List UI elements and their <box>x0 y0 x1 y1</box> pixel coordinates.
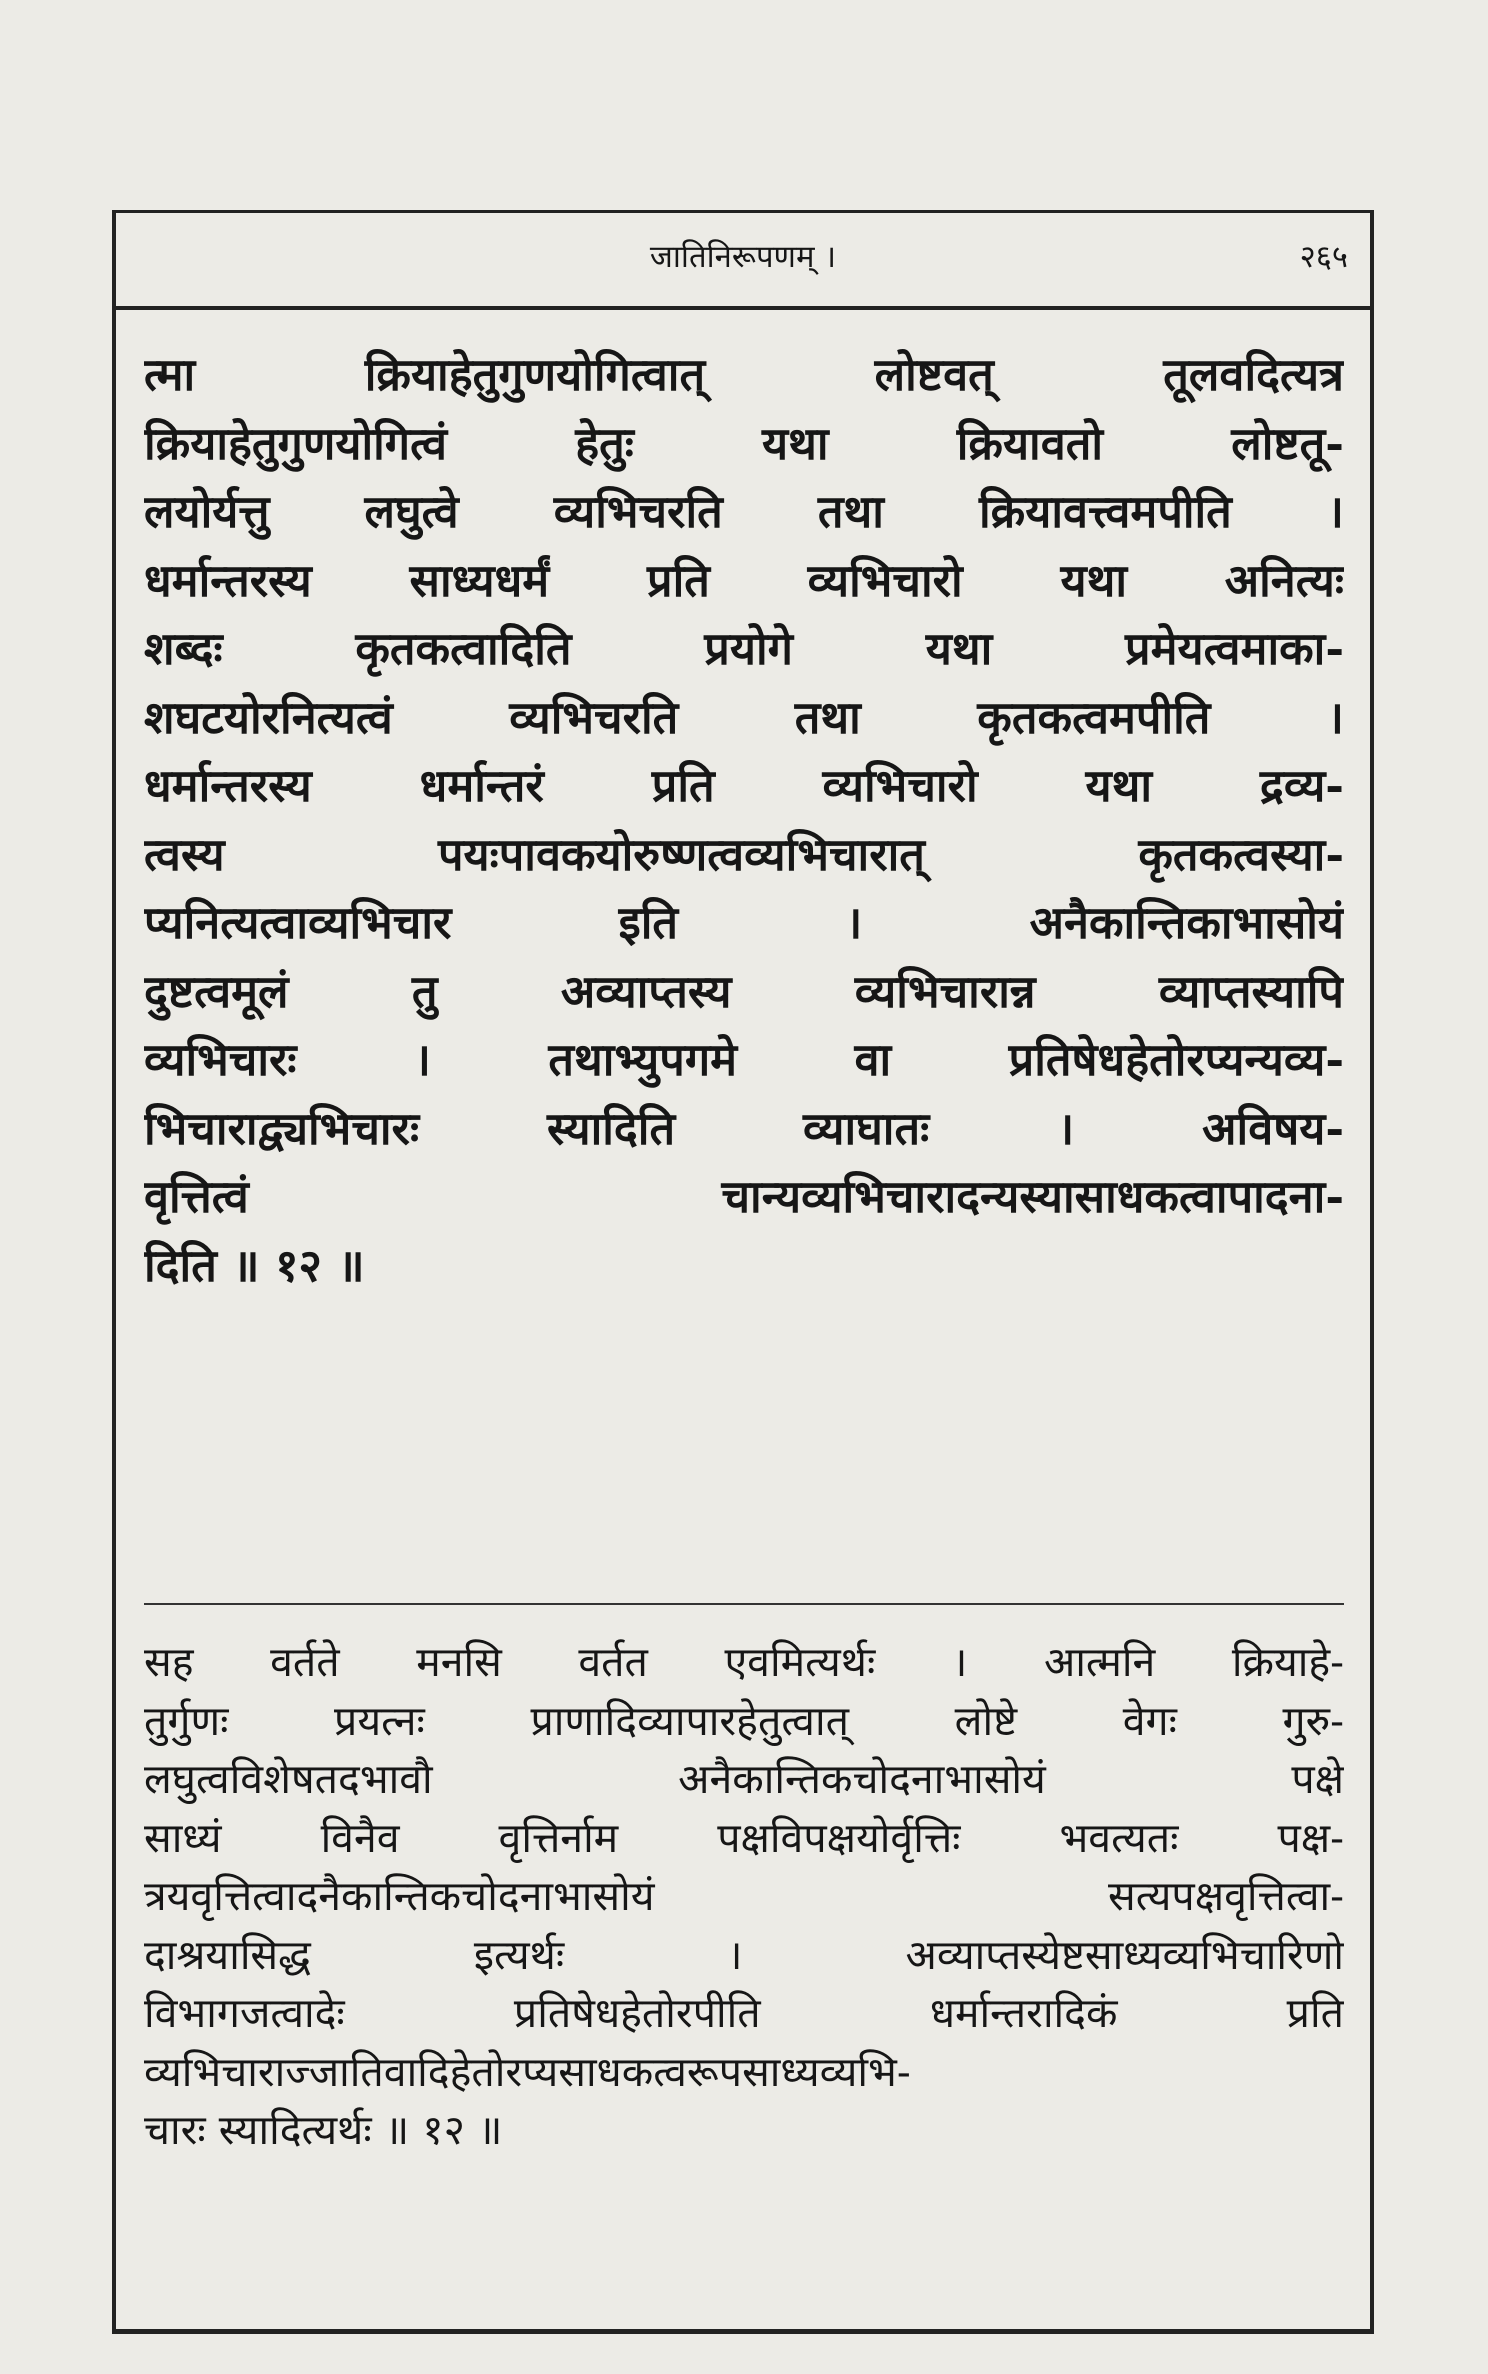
commentary-line: दाश्रयासिद्ध इत्यर्थः । अव्याप्तस्येष्टसाध्यव्यभिचारिणो <box>144 1930 1344 1979</box>
main-text-line: दुष्टत्वमूलं तु अव्याप्तस्य व्यभिचारान्न व्याप्तस्यापि <box>144 964 1344 1018</box>
commentary-block <box>144 1633 1344 2160</box>
main-text-line: त्वस्य पयःपावकयोरुष्णत्वव्यभिचारात् कृतकत्वस्या- <box>144 827 1344 881</box>
main-text-line: प्यनित्यत्वाव्यभिचार इति । अनैकान्तिकाभासोयं <box>144 896 1344 949</box>
main-text-line: शघटयोरनित्यत्वं व्यभिचरति तथा कृतकत्वमपीति । <box>144 690 1344 744</box>
commentary-line: व्यभिचाराज्जातिवादिहेतोरप्यसाधकत्वरूपसाध्यव्यभि- <box>144 2047 911 2096</box>
main-text-line: त्मा क्रियाहेतुगुणयोगित्वात् लोष्टवत् तूलवदित्यत्र <box>144 348 1344 401</box>
main-text-line: धर्मान्तरस्य धर्मान्तरं प्रति व्यभिचारो यथा द्रव्य- <box>144 759 1344 812</box>
main-text-line: वृत्तित्वं चान्यव्यभिचारादन्यस्यासाधकत्वापादना- <box>144 1170 1344 1223</box>
commentary-line: तुर्गुणः प्रयत्नः प्राणादिव्यापारहेतुत्वात् लोष्टे वेगः गुरु- <box>144 1696 1344 1745</box>
main-text-line: भिचाराद्व्यभिचारः स्यादिति व्याघातः । अविषय- <box>144 1101 1344 1155</box>
page-number: २६५ <box>1299 239 1348 275</box>
commentary-line: चारः स्यादित्यर्थः ॥ १२ ॥ <box>144 2106 503 2154</box>
main-text-block <box>144 341 1344 1300</box>
commentary-line: लघुत्वविशेषतदभावौ अनैकान्तिकचोदनाभासोयं पक्षे <box>144 1755 1344 1803</box>
main-text-line: लयोर्यत्तु लघुत्वे व्यभिचरति तथा क्रियावत्त्वमपीति । <box>144 485 1344 538</box>
commentary-line: साध्यं विनैव वृत्तिर्नाम पक्षविपक्षयोर्वृत्तिः भवत्यतः पक्ष- <box>144 1813 1344 1862</box>
main-text-line: व्यभिचारः । तथाभ्युपगमे वा प्रतिषेधहेतोरप्यन्यव्य- <box>144 1033 1344 1086</box>
commentary-line: सह वर्तते मनसि वर्तत एवमित्यर्थः । आत्मनि क्रियाहे- <box>144 1638 1344 1686</box>
main-text-line: धर्मान्तरस्य साध्यधर्मं प्रति व्यभिचारो यथा अनित्यः <box>144 553 1344 607</box>
running-title: जातिनिरूपणम् । <box>649 239 837 275</box>
page-frame <box>112 210 1374 2334</box>
commentary-line: विभागजत्वादेः प्रतिषेधहेतोरपीति धर्मान्तरादिकं प्रति <box>144 1989 1344 2037</box>
commentary-line: त्रयवृत्तित्वादनैकान्तिकचोदनाभासोयं सत्यपक्षवृत्तित्वा- <box>144 1872 1344 1920</box>
header-rule <box>116 306 1370 310</box>
main-text-line: शब्दः कृतकत्वादिति प्रयोगे यथा प्रमेयत्वमाका- <box>144 622 1344 675</box>
main-text-line: क्रियाहेतुगुणयोगित्वं हेतुः यथा क्रियावतो लोष्टतू- <box>144 416 1344 470</box>
section-divider <box>144 1603 1344 1605</box>
running-head <box>116 233 1370 281</box>
main-text-line: दिति ॥ १२ ॥ <box>144 1238 365 1292</box>
